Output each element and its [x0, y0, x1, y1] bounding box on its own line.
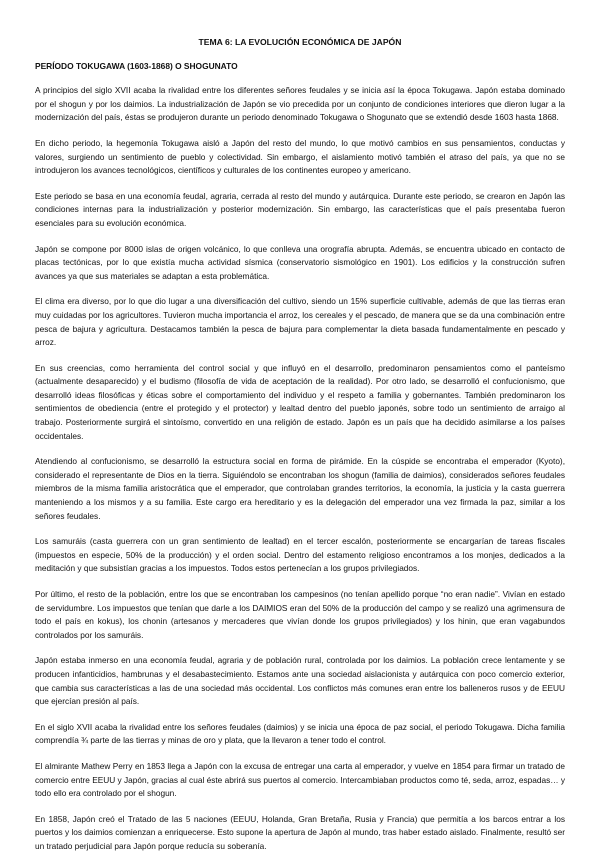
paragraph: A principios del siglo XVII acaba la rivalidad entre los diferentes señores feudales y se inicia así la época Tokugawa. Japón estaba dominado por el shogun y por los daimios. La industrialización de Japón se vio precedida por un conjunto de condiciones interiores que dieron lugar a la modernización del país, éstas se produjeron durante un periodo denominado Tokugawa o Shogunato que se extendió desde 1603 hasta 1868.	[35, 85, 565, 123]
paragraph: En sus creencias, como herramienta del control social y que influyó en el desarrollo, predominaron pensamientos como el panteísmo (actualmente desaparecido) y el budismo (filosofía de vida de aceptación de la realidad). Por otro lado, se desarrolló el confucionismo, que desarrolló ideas filosóficas y éticas sobre el comportamiento del individuo y el respeto a familia y gobernantes. También predominaron los sentimientos de obediencia (entre el protegido y el protector) y lealtad dentro del pueblo japonés, sobre todo un sentimiento de arraigo al trabajo. Posteriormente surgirá el sintoísmo, convertido en una religión de estado. Japón es un país que ha decidido asimilarse a los países occidentales.	[35, 362, 565, 441]
paragraph: Por último, el resto de la población, entre los que se encontraban los campesinos (no tenían apellido porque “no eran nadie”. Vivían en estado de servidumbre. Los impuestos que tenían que darle a los DAIMIOS eran del 50% de la producción del campo y se realizó una agrimensura de todo el país en kokus), los chonin (artesanos y mercaderes que vivían donde los grupos privilegiados) y los hinin, que eran vagabundos controlados por los samuráis.	[35, 589, 565, 640]
paragraph: Los samuráis (casta guerrera con un gran sentimiento de lealtad) en el tercer escalón, posteriormente se encargarían de tareas fiscales (impuestos en especie, 50% de la producción) y el orden social. Dentro del estamento religioso encontramos a los monjes, dedicados a la meditación y que subsistían gracias a los impuestos. Todos estos pertenecían a los grupos privilegiados.	[35, 536, 565, 574]
paragraph: El clima era diverso, por lo que dio lugar a una diversificación del cultivo, siendo un 15% superficie cultivable, además de que las tierras eran muy cuidadas por los agricultores. Tuvieron mucha importancia el arroz, los cereales y el pescado, de manera que se da una combinación entre pesca de bajura y agricultura. Destacamos también la pesca de bajura para complementar la dieta basada fundamentalmente en pescado y arroz.	[35, 296, 565, 348]
section-heading: PERÍODO TOKUGAWA (1603-1868) O SHOGUNATO	[35, 60, 238, 71]
paragraph: El almirante Mathew Perry en 1853 llega a Japón con la excusa de entregar una carta al emperador, y vuelve en 1854 para firmar un tratado de comercio entre EEUU y Japón, gracias al cual éste abrirá sus puertos al comercio. Intercambiaban productos como té, seda, arroz, espadas… y todo ello era controlado por el shogun.	[35, 760, 565, 799]
paragraph: Japón estaba inmerso en una economía feudal, agraria y de población rural, controlada por los daimios. La población crece lentamente y se producen infanticidios, hambrunas y el desabastecimiento. Estamos ante una sociedad aislacionista y autárquica con poco comercio exterior, que cambia sus características a las de una sociedad más occidental. Los conflictos más comunes eran entre los balleneros rusos y de EEUU que ejercían presión al país.	[35, 655, 565, 707]
paragraph: Atendiendo al confucionismo, se desarrolló la estructura social en forma de pirámide. En la cúspide se encontraba el emperador (Kyoto), considerado el representante de Dios en la tierra. Siguiéndolo se encontraban los shogun (familia de daimios), considerados señores feudales miembros de la misma familia aristocrática que el emperador, que controlaban grandes territorios, la economía, la justicia y la casta guerrera manteniendo a los mismos y a su familia. Este cargo era hereditario y es la delegación del emperador una vez firmada la paz, similar a los señores feudales.	[35, 456, 565, 521]
paragraph: En 1858, Japón creó el Tratado de las 5 naciones (EEUU, Holanda, Gran Bretaña, Rusia y Francia) que permitía a los barcos entrar a los puertos y los daimios comienzan a enriquecerse. Esto supone la apertura de Japón al mundo, tras haber estado aislado. Finalmente, resultó ser un tratado perjudicial para Japón porque reducía su soberanía.	[35, 813, 565, 851]
paragraph: En el siglo XVII acaba la rivalidad entre los señores feudales (daimios) y se inicia una época de paz social, el periodo Tokugawa. Dicha familia comprendía ¾ parte de las tierras y minas de oro y plata, que la llevaron a tener todo el control.	[35, 721, 565, 746]
paragraph: Japón se compone por 8000 islas de origen volcánico, lo que conlleva una orografía abrupta. Además, se encuentra ubicado en contacto de placas tectónicas, por lo que existía mucha actividad sísmica (conservatorio sismológico en 1901). Los edificios y la construcción sufren avances ya que sus materiales se adaptan a esta problemática.	[35, 243, 565, 281]
document-title: TEMA 6: LA EVOLUCIÓN ECONÓMICA DE JAPÓN	[198, 37, 402, 47]
paragraph: En dicho periodo, la hegemonía Tokugawa aisló a Japón del resto del mundo, lo que motivó cambios en sus pensamientos, conductas y valores, surgiendo un sentimiento de pueblo y colectividad. Sin embargo, el aislamiento motivó también el atraso del país, ya que no se introdujeron los avances tecnológicos, científicos y culturales de los continentes europeo y americano.	[35, 137, 565, 176]
paragraph: Este periodo se basa en una economía feudal, agraria, cerrada al resto del mundo y autárquica. Durante este periodo, se crearon en Japón las condiciones internas para la industrialización y posterior modernización. Sin embargo, las características que el país presentaba fueron esenciales para su evolución económica.	[35, 190, 565, 228]
